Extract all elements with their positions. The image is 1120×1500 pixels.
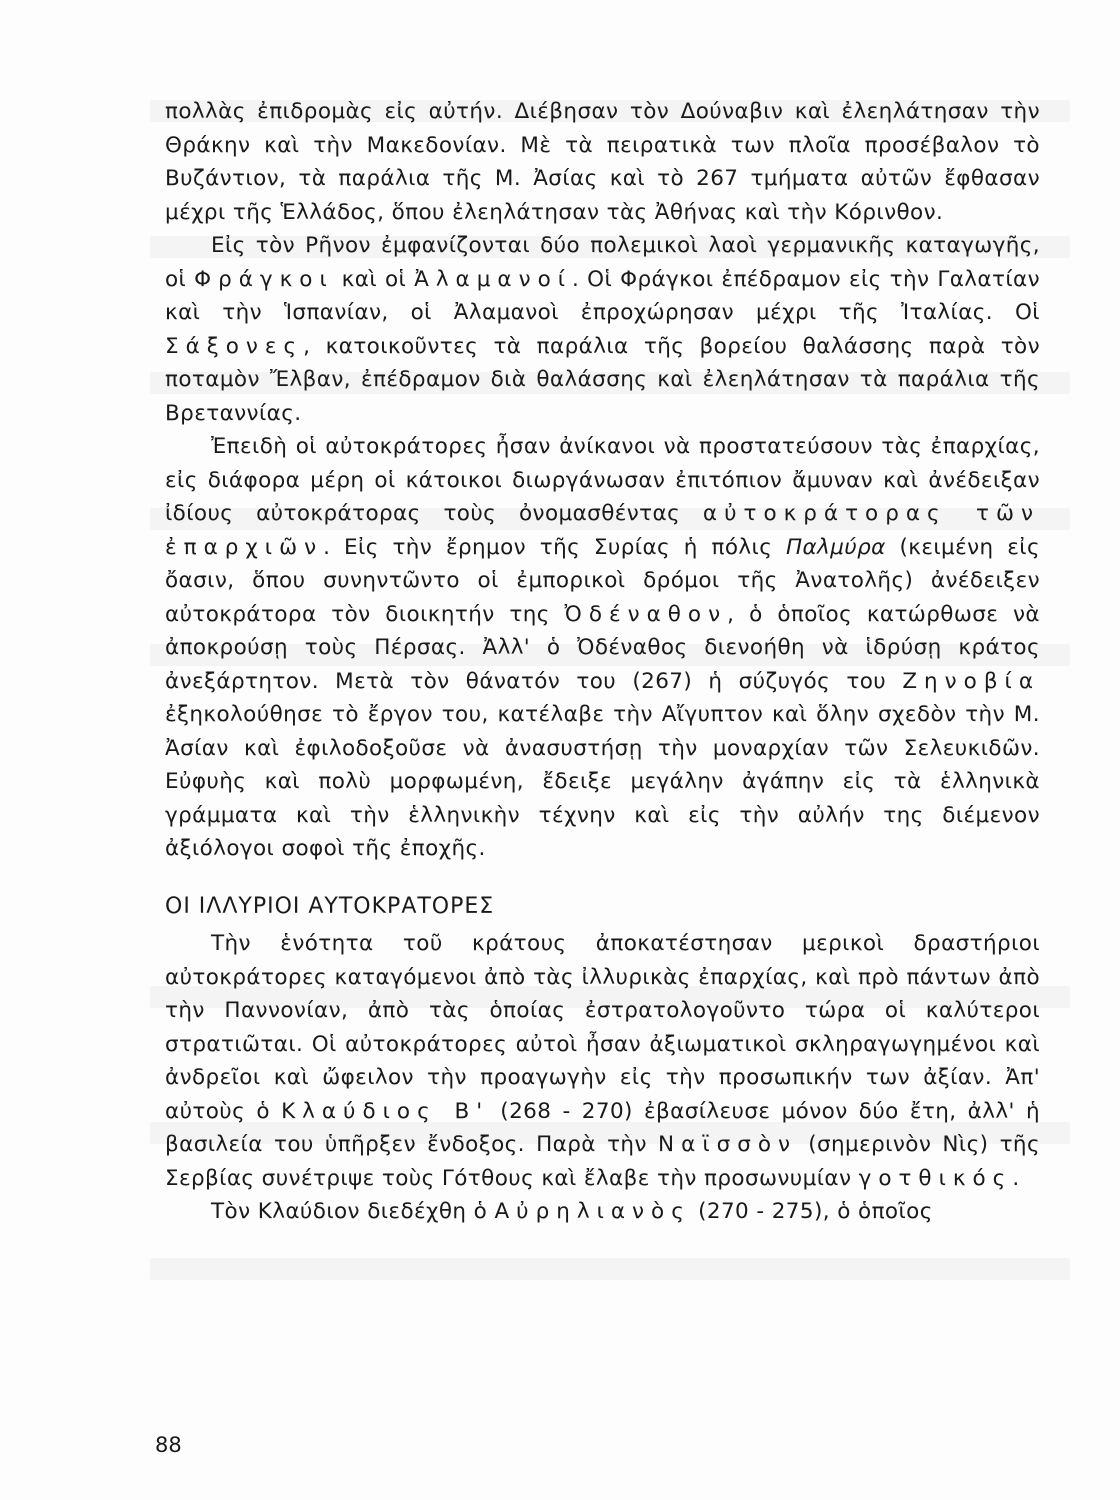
page-number: 88 (155, 1433, 182, 1457)
term-naissus: Ναϊσσὸν (658, 1132, 797, 1157)
paragraph-provincial-emperors (165, 430, 1040, 866)
section-heading: ΟΙ ΙΛΛΥΡΙΟΙ ΑΥΤΟΚΡΑΤΟΡΕΣ (165, 893, 495, 919)
term-franks: Φράγκοι (194, 266, 334, 292)
paragraph-aurelian (165, 1195, 1040, 1229)
text-run: ἐξηκολούθησε τὸ ἔργον του, κατέλαβε τὴν Αἴγυπτον καὶ ὅλην σχεδὸν τὴν Μ. Ἀσίαν καὶ ἐφιλοδοξοῦσε νὰ ἀνασυστήσῃ τὴν μοναρχίαν τῶν Σελευκιδῶν. Εὐφυὴς καὶ πολὺ μορφωμένη, ἔδειξε μεγάλην ἀγάπην εἰς τὰ ἑλληνικὰ γράμματα καὶ τὴν ἑλληνικὴν τέχνην καὶ εἰς τὴν αὐλήν της διέμενον ἀξιόλογοι σοφοὶ τῆς ἐποχῆς. (165, 702, 1040, 861)
text-run: (268 - 270) ἐβασίλευσε μόνον δύο ἔτη, ἀλλ' ἡ βασιλεία του ὑπῆρξεν ἔνδοξος. Παρὰ τὴν (165, 1098, 1040, 1157)
term-provincial-emperors: αὐτοκράτορας τῶν ἐπαρχιῶν (165, 501, 1040, 560)
term-claudius: Κλαύδιος Β' (281, 1098, 490, 1124)
text-run: Ἐπειδὴ οἱ αὐτοκράτορες ἦσαν ἀνίκανοι νὰ προστατεύσουν τὰς ἐπαρχίας, εἰς διάφορα μέρη οἱ κάτοικοι διωργάνωσαν ἐπιτόπιον ἄμυναν καὶ ἀνέδειξαν ἰδίους αὐτοκράτορας τοὺς ὀνομασθέντας (165, 434, 1040, 526)
text-run: (σημερινὸν Νὶς) τῆς Σερβίας συνέτριψε τοὺς Γότθους καὶ ἔλαβε τὴν προσωνυμίαν (165, 1132, 1040, 1191)
paragraph-raids (165, 95, 1040, 229)
term-palmyra: Παλμύρα (785, 534, 886, 560)
text-run: , ὁ ὁποῖος κατώρθωσε νὰ ἀποκρούσῃ τοὺς Πέρσας. Ἀλλ' ὁ Ὀδέναθος διενοήθη νὰ ἱδρύσῃ κράτος ἀνεξάρτητον. Μετὰ τὸν θάνατόν του (267) ἡ σύζυγός του (165, 601, 1040, 694)
text-run: . Οἱ Φράγκοι ἐπέδραμον εἰς τὴν Γαλατίαν καὶ τὴν Ἱσπανίαν, οἱ Ἀλαμανοὶ ἐπροχώρησαν μέχρι τῆς Ἰταλίας. Οἱ (165, 266, 1040, 325)
text-run: , κατοικοῦντες τὰ παράλια τῆς βορείου θαλάσσης παρὰ τὸν ποταμὸν Ἔλβαν, ἐπέδραμον διὰ θαλάσσης καὶ ἐλεηλάτησαν τὰ παράλια τῆς Βρεταννίας. (165, 333, 1040, 426)
paragraph-germanic-peoples (165, 229, 1040, 430)
main-text (165, 95, 1040, 1229)
text-run: (κειμένη εἰς ὄασιν, ὅπου συνηντῶντο οἱ ἐμπορικοὶ δρόμοι τῆς Ἀνατολῆς) ἀνέδειξεν αὐτοκράτορα τὸν διοικητήν της (165, 534, 1040, 627)
term-saxons: Σάξονες (165, 333, 304, 359)
text-run: . Εἰς τὴν ἔρημον τῆς Συρίας ἡ πόλις (323, 534, 786, 560)
term-gothicus: γοτθικός (858, 1165, 1013, 1191)
term-aurelian: Αὐρηλιανὸς (494, 1199, 691, 1224)
term-odenathus: Ὀδέναθον (564, 601, 728, 627)
term-alamanni: Ἀλαμανοί (414, 266, 573, 292)
text-run: . (1012, 1165, 1020, 1191)
paragraph-raids-text: πολλὰς ἐπιδρομὰς εἰς αὐτήν. Διέβησαν τὸν Δούναβιν καὶ ἐλεηλάτησαν τὴν Θράκην καὶ τὴν Μακεδονίαν. Μὲ τὰ πειρατικὰ των πλοῖα προσέβαλον τὸ Βυζάντιον, τὰ παράλια τῆς Μ. Ἀσίας καὶ τὸ 267 τμήματα αὐτῶν ἔφθασαν μέχρι τῆς Ἑλλάδος, ὅπου ἐλεηλάτησαν τὰς Ἀθήνας καὶ τὴν Κόρινθον. (165, 99, 1040, 225)
text-run: Τὴν ἑνότητα τοῦ κράτους ἀποκατέστησαν μερικοὶ δραστήριοι αὐτοκράτορες καταγόμενοι ἀπὸ τὰς ἰλλυρικὰς ἐπαρχίας, καὶ πρὸ πάντων ἀπὸ τὴν Παννονίαν, ἀπὸ τὰς ὁποίας ἐστρατολογοῦντο τώρα οἱ καλύτεροι στρατιῶται. Οἱ αὐτοκράτορες αὐτοὶ ἦσαν ἀξιωματικοὶ σκληραγωγημένοι καὶ ἀνδρεῖοι καὶ ὤφειλον τὴν προαγωγὴν εἰς τὴν προσωπικήν των ἀξίαν. Ἀπ' αὐτοὺς ὁ (165, 931, 1040, 1124)
term-zenobia: Ζηνοβία (902, 668, 1040, 694)
text-run: καὶ οἱ (333, 266, 415, 292)
bleed-through-mark (150, 1258, 1070, 1280)
text-run: Τὸν Κλαύδιον διεδέχθη ὁ (211, 1199, 495, 1224)
paragraph-illyrian-emperors (165, 927, 1040, 1195)
text-run: Εἰς τὸν Ρῆνον ἐμφανίζονται δύο πολεμικοὶ λαοὶ γερμανικῆς καταγωγῆς, οἱ (165, 233, 1040, 292)
text-run: (270 - 275), ὁ ὁποῖος (690, 1199, 933, 1224)
